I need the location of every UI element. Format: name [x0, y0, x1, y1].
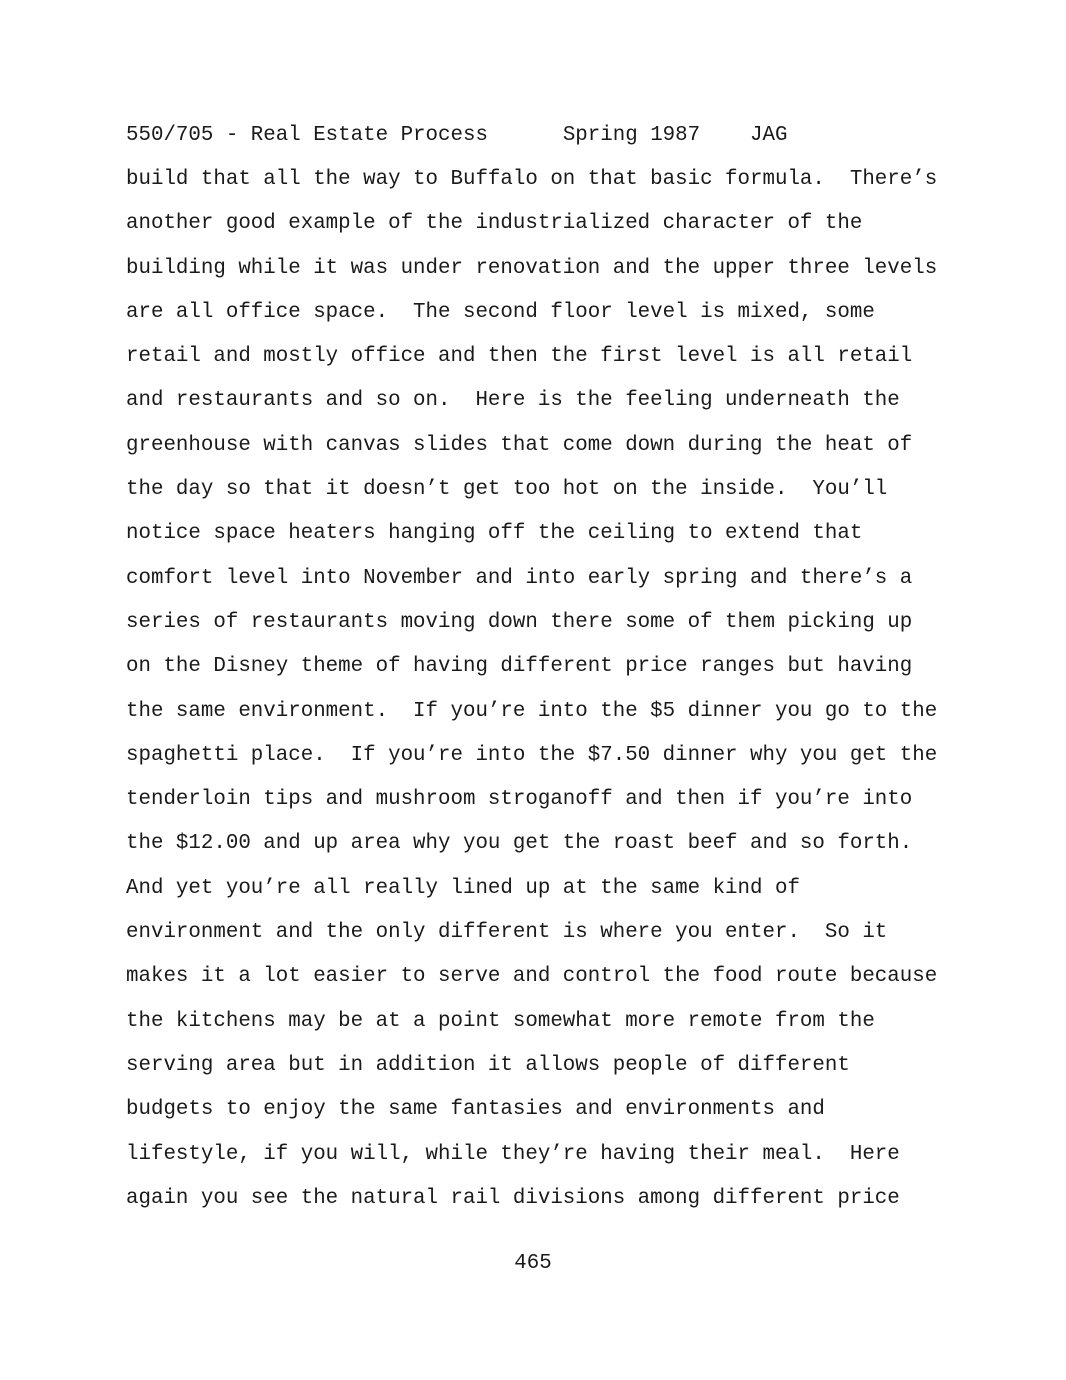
body-line: build that all the way to Buffalo on that basic formula. There’s [126, 168, 938, 191]
page-header [126, 122, 788, 150]
body-line: spaghetti place. If you’re into the $7.50 dinner why you get the [126, 743, 938, 767]
page-number: 465 [514, 1252, 552, 1275]
body-line: the $12.00 and up area why you get the roast beef and so forth. [126, 832, 913, 856]
body-line: retail and mostly office and then the first level is all retail [126, 345, 913, 369]
body-line: comfort level into November and into early spring and there’s a [126, 566, 913, 590]
body-line: serving area but in addition it allows people of different [126, 1053, 850, 1077]
header-term: Spring 1987 [562, 124, 701, 147]
body-line: again you see the natural rail divisions among different price [126, 1186, 900, 1210]
body-line: and restaurants and so on. Here is the feeling underneath the [126, 389, 900, 413]
body-line: the day so that it doesn’t get too hot on the inside. You’ll [126, 478, 888, 502]
body-line: environment and the only different is where you enter. So it [126, 921, 888, 945]
body-line: budgets to enjoy the same fantasies and environments and [126, 1098, 825, 1122]
body-line: series of restaurants moving down there some of them picking up [126, 610, 913, 634]
header-course: 550/705 - Real Estate Process [126, 124, 488, 147]
body-line: are all office space. The second floor level is mixed, some [126, 300, 875, 324]
body-line: lifestyle, if you will, while they’re having their meal. Here [126, 1142, 900, 1166]
header-initials: JAG [750, 124, 788, 147]
body-line: the kitchens may be at a point somewhat more remote from the [126, 1009, 875, 1033]
body-line: on the Disney theme of having different price ranges but having [126, 655, 913, 679]
body-line: And yet you’re all really lined up at the same kind of [126, 876, 800, 900]
transcript-body [126, 166, 1026, 1229]
body-line: building while it was under renovation and the upper three levels [126, 256, 938, 280]
body-line: makes it a lot easier to serve and control the food route because [126, 965, 938, 989]
body-line: the same environment. If you’re into the $5 dinner you go to the [126, 699, 938, 723]
body-line: notice space heaters hanging off the ceiling to extend that [126, 522, 863, 546]
body-line: greenhouse with canvas slides that come down during the heat of [126, 433, 913, 457]
body-line: another good example of the industrialized character of the [126, 212, 863, 236]
body-line: tenderloin tips and mushroom stroganoff and then if you’re into [126, 788, 913, 812]
